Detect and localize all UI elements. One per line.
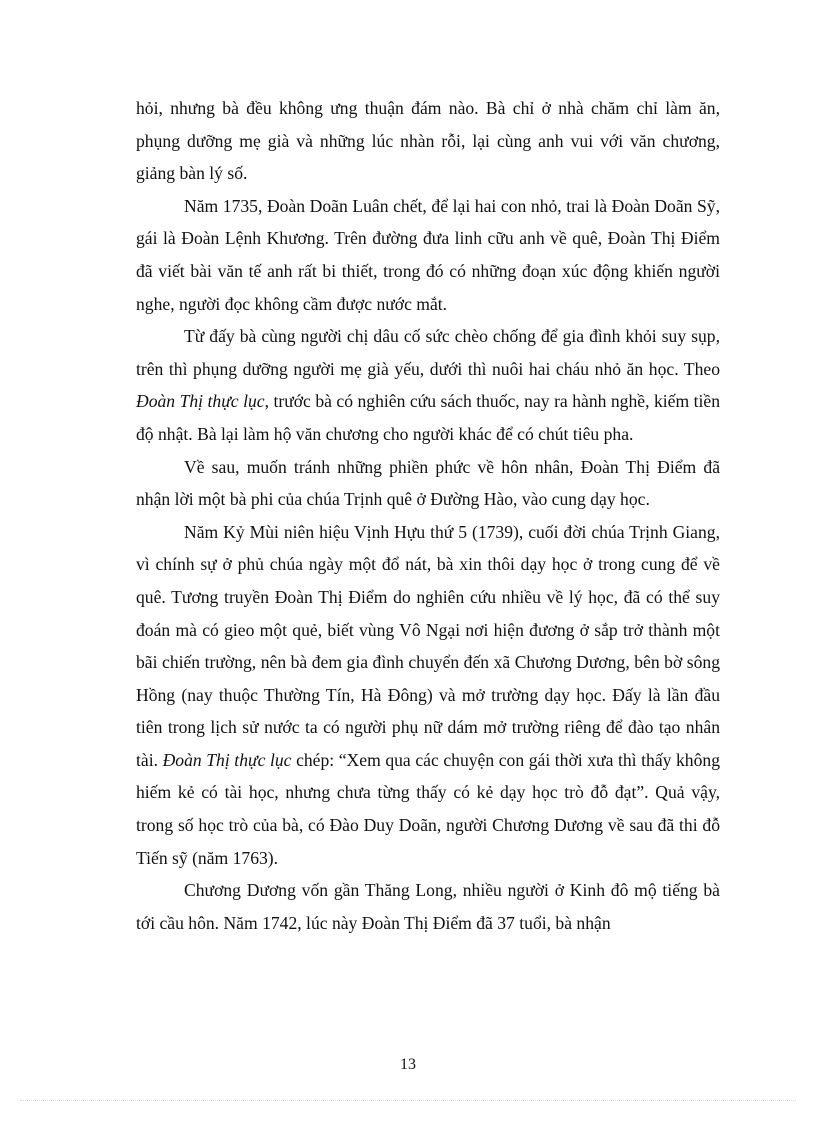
paragraph-4	[136, 451, 720, 516]
book-title-italic: Đoàn Thị thực lục	[162, 749, 292, 770]
paragraph-5-text-a: Năm Kỷ Mùi niên hiệu Vịnh Hựu thứ 5 (1739), cuối đời chúa Trịnh Giang, vì chính sự ở phủ chúa ngày một đổ nát, bà xin thôi dạy học ở trong cung để về quê. Tương truyền Đoàn Thị Điểm do nghiên cứu nhiều về lý học, đã có thể suy đoán mà có gieo một quẻ, biết vùng Vô Ngại nơi hiện đương ở sắp trở thành một bãi chiến trường, nên bà đem gia đình chuyển đến xã Chương Dương, bên bờ sông Hồng (nay thuộc Thường Tín, Hà Đông) và mở trường dạy học. Đấy là lần đầu tiên trong lịch sử nước ta có người phụ nữ dám mở trường riêng để đào tạo nhân tài.	[136, 521, 720, 770]
page-number: 13	[400, 1056, 416, 1073]
paragraph-2-text: Năm 1735, Đoàn Doãn Luân chết, để lại hai con nhỏ, trai là Đoàn Doãn Sỹ, gái là Đoàn Lệnh Khương. Trên đường đưa linh cữu anh về quê, Đoàn Thị Điểm đã viết bài văn tế anh rất bi thiết, trong đó có những đoạn xúc động khiến người nghe, người đọc không cầm được nước mắt.	[136, 195, 720, 314]
paragraph-6	[136, 874, 720, 939]
paragraph-5-text-b: chép: “Xem qua các chuyện con gái thời xưa thì thấy không hiếm kẻ có tài học, nhưng chưa từng thấy có kẻ dạy học trò đỗ đạt”. Quả vậy, trong số học trò của bà, có Đào Duy Doãn, người Chương Dương về sau đã thi đỗ Tiến sỹ (năm 1763).	[136, 749, 720, 868]
book-title-italic: Đoàn Thị thực lục	[136, 391, 265, 412]
paragraph-4-text: Về sau, muốn tránh những phiền phức về hôn nhân, Đoàn Thị Điểm đã nhận lời một bà phi của chúa Trịnh quê ở Đường Hào, vào cung dạy học.	[136, 456, 720, 510]
paragraph-3-text-b: , trước bà có nghiên cứu sách thuốc, nay ra hành nghề, kiếm tiền độ nhật. Bà lại làm hộ văn chương cho người khác để có chút tiêu pha.	[136, 391, 720, 444]
paragraph-2	[136, 190, 720, 320]
footer-divider	[20, 1100, 796, 1101]
paragraph-6-text: Chương Dương vốn gần Thăng Long, nhiều người ở Kinh đô mộ tiếng bà tới cầu hôn. Năm 1742, lúc này Đoàn Thị Điểm đã 37 tuổi, bà nhận	[136, 880, 720, 933]
paragraph-1	[136, 92, 720, 190]
body-text	[136, 92, 720, 939]
paragraph-1-text: hỏi, nhưng bà đều không ưng thuận đám nào. Bà chỉ ở nhà chăm chỉ làm ăn, phụng dưỡng mẹ già và những lúc nhàn rỗi, lại cùng anh vui với văn chương, giảng bàn lý số.	[136, 98, 720, 184]
paragraph-3-text-a: Từ đấy bà cùng người chị dâu cố sức chèo chống để gia đình khỏi suy sụp, trên thì phụng dưỡng người mẹ già yếu, dưới thì nuôi hai cháu nhỏ ăn học. Theo	[136, 326, 720, 379]
paragraph-5	[136, 516, 720, 875]
paragraph-3	[136, 320, 720, 450]
